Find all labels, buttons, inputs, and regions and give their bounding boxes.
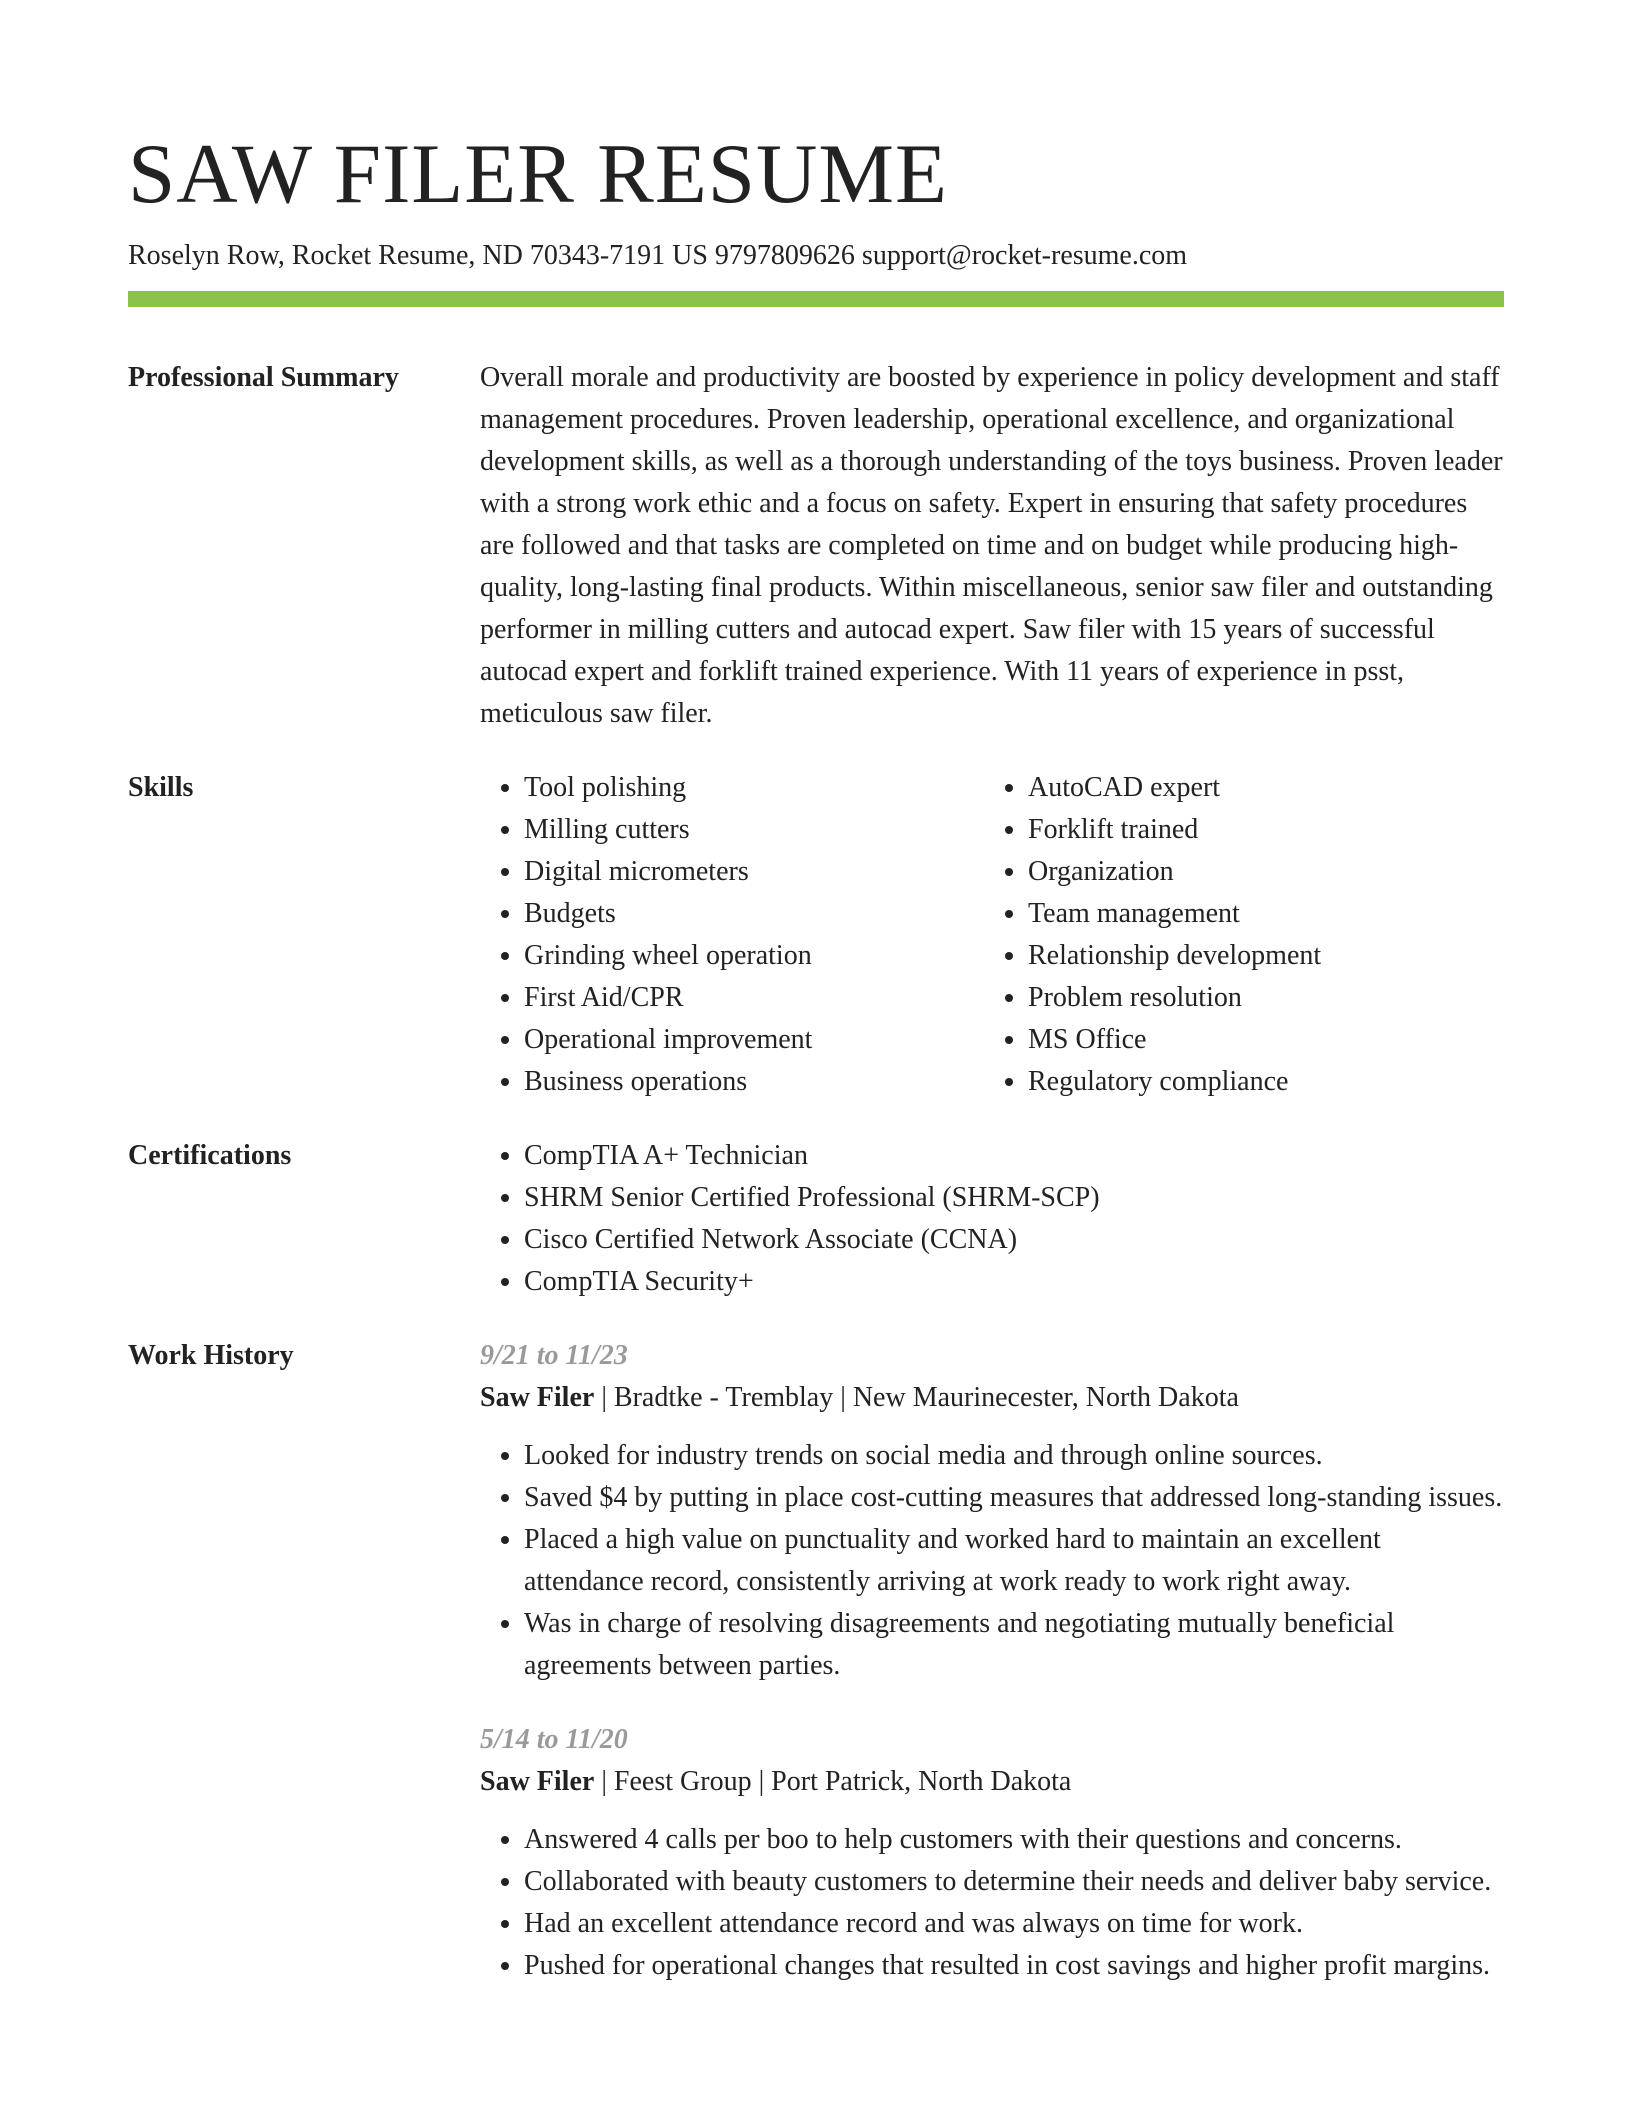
skill-item: • Budgets bbox=[524, 893, 984, 935]
job-bullet: • Was in charge of resolving disagreements and negotiating mutually beneficial agreements between parties. bbox=[524, 1603, 1504, 1687]
contact-line: Roselyn Row, Rocket Resume, ND 70343-7191 US 9797809626 support@rocket-resume.com bbox=[128, 240, 1188, 271]
job-entry bbox=[480, 1335, 1504, 1687]
certifications-body bbox=[480, 1135, 1504, 1303]
job-details: | Feest Group | Port Patrick, North Dakota bbox=[594, 1765, 1072, 1797]
skill-item: • Operational improvement bbox=[524, 1019, 984, 1061]
job-entry bbox=[480, 1719, 1504, 1987]
certification-item: • CompTIA A+ Technician bbox=[524, 1135, 1504, 1177]
job-details: | Bradtke - Tremblay | New Maurinecester, North Dakota bbox=[594, 1381, 1239, 1413]
skills-columns bbox=[480, 767, 1504, 1103]
skill-item: • Grinding wheel operation bbox=[524, 935, 984, 977]
skill-item: • Forklift trained bbox=[1028, 809, 1488, 851]
certifications-section bbox=[128, 1135, 1504, 1303]
skill-item: • Organization bbox=[1028, 851, 1488, 893]
skills-list-right bbox=[984, 767, 1488, 1103]
work-history-section bbox=[128, 1335, 1504, 1987]
job-header bbox=[480, 1377, 1504, 1419]
skills-list-left bbox=[480, 767, 984, 1103]
certification-item: • Cisco Certified Network Associate (CCNA) bbox=[524, 1219, 1504, 1261]
skill-item: • Team management bbox=[1028, 893, 1488, 935]
job-bullet: • Looked for industry trends on social media and through online sources. bbox=[524, 1435, 1504, 1477]
job-header bbox=[480, 1761, 1504, 1803]
job-bullets bbox=[480, 1819, 1504, 1987]
summary-text: Overall morale and productivity are boosted by experience in policy development and staff management procedures. Proven leadership, operational excellence, and organizational development skills, as well as a thorough understanding of the toys business. Proven leader with a strong work ethic and a focus on safety. Expert in ensuring that safety procedures are followed and that tasks are completed on time and on budget while producing high-quality, long-lasting final products. Within miscellaneous, senior saw filer and outstanding performer in milling cutters and autocad expert. Saw filer with 15 years of successful autocad expert and forklift trained experience. With 11 years of experience in psst, meticulous saw filer. bbox=[480, 361, 1503, 729]
skill-item: • AutoCAD expert bbox=[1028, 767, 1488, 809]
certifications-list bbox=[480, 1135, 1504, 1303]
job-bullet: • Saved $4 by putting in place cost-cutting measures that addressed long-standing issues. bbox=[524, 1477, 1504, 1519]
certification-item: • SHRM Senior Certified Professional (SHRM-SCP) bbox=[524, 1177, 1504, 1219]
resume-title: SAW FILER RESUME bbox=[128, 127, 948, 221]
skill-item: • Relationship development bbox=[1028, 935, 1488, 977]
skill-item: • Tool polishing bbox=[524, 767, 984, 809]
work-history-heading: Work History bbox=[128, 1339, 294, 1371]
job-bullet: • Placed a high value on punctuality and worked hard to maintain an excellent attendance record, consistently arriving at work ready to work right away. bbox=[524, 1519, 1504, 1603]
skills-section bbox=[128, 767, 1504, 1103]
certification-item: • CompTIA Security+ bbox=[524, 1261, 1504, 1303]
skill-item: • Regulatory compliance bbox=[1028, 1061, 1488, 1103]
skill-item: • Problem resolution bbox=[1028, 977, 1488, 1019]
job-bullets bbox=[480, 1435, 1504, 1687]
resume-page bbox=[128, 118, 1504, 1987]
job-dates: 9/21 to 11/23 bbox=[480, 1339, 628, 1371]
skill-item: • Digital micrometers bbox=[524, 851, 984, 893]
skill-item: • MS Office bbox=[1028, 1019, 1488, 1061]
summary-section bbox=[128, 357, 1504, 735]
skill-item: • Milling cutters bbox=[524, 809, 984, 851]
skills-heading: Skills bbox=[128, 771, 194, 803]
job-bullet: • Answered 4 calls per boo to help customers with their questions and concerns. bbox=[524, 1819, 1504, 1861]
accent-divider bbox=[128, 291, 1504, 307]
skill-item: • First Aid/CPR bbox=[524, 977, 984, 1019]
skill-item: • Business operations bbox=[524, 1061, 984, 1103]
job-bullet: • Pushed for operational changes that resulted in cost savings and higher profit margins. bbox=[524, 1945, 1504, 1987]
job-bullet: • Had an excellent attendance record and was always on time for work. bbox=[524, 1903, 1504, 1945]
job-title: Saw Filer bbox=[480, 1765, 595, 1797]
certifications-heading: Certifications bbox=[128, 1139, 292, 1171]
job-title: Saw Filer bbox=[480, 1381, 595, 1413]
work-history-body bbox=[480, 1335, 1504, 1987]
summary-heading: Professional Summary bbox=[128, 361, 399, 393]
job-bullet: • Collaborated with beauty customers to determine their needs and deliver baby service. bbox=[524, 1861, 1504, 1903]
job-dates: 5/14 to 11/20 bbox=[480, 1723, 628, 1755]
